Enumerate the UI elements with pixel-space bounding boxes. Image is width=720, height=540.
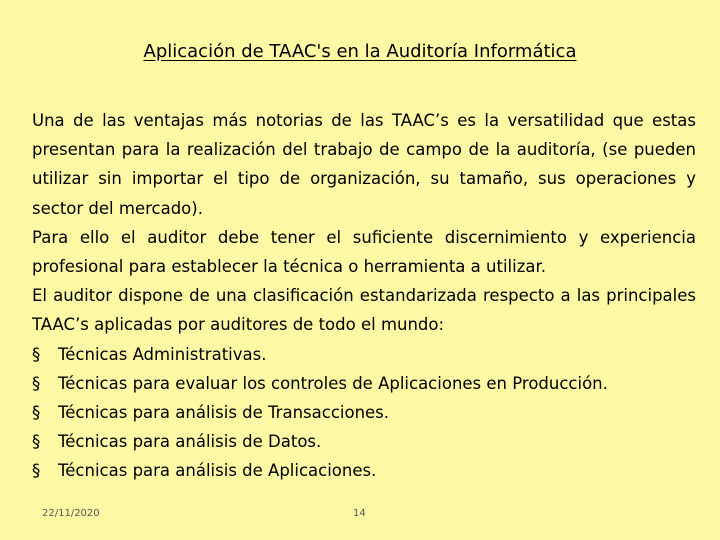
technique-list	[32, 340, 696, 486]
bullet-icon: §	[32, 373, 41, 393]
list-item-text: Técnicas Administrativas.	[58, 344, 267, 364]
paragraph-intro: Una de las ventajas más notorias de las TAAC’s es la versatilidad que estas presentan para la realización del trabajo de campo de la auditoría, (se pueden utilizar sin importar el tipo de organización, su tamaño, sus operaciones y sector del mercado).	[32, 111, 696, 218]
list-item	[32, 427, 696, 456]
paragraph-classification: El auditor dispone de una clasificación estandarizada respecto a las principales TAAC’s aplicadas por auditores de todo el mundo:	[32, 286, 696, 335]
bullet-icon: §	[32, 461, 41, 481]
bullet-icon: §	[32, 403, 41, 423]
list-item	[32, 369, 696, 398]
list-item	[32, 398, 696, 427]
list-item-text: Técnicas para análisis de Aplicaciones.	[58, 461, 377, 481]
slide-title	[0, 40, 720, 64]
list-item-text: Técnicas para análisis de Transacciones.	[58, 403, 390, 423]
slide-body	[32, 106, 696, 486]
footer-date: 22/11/2020	[42, 508, 100, 519]
bullet-icon: §	[32, 344, 41, 364]
bullet-icon: §	[32, 432, 41, 452]
page-number: 14	[353, 508, 366, 519]
list-item-text: Técnicas para análisis de Datos.	[58, 432, 322, 452]
list-item	[32, 456, 696, 485]
paragraph-auditor-judgment: Para ello el auditor debe tener el suficiente discernimiento y experiencia profesional para establecer la técnica o herramienta a utilizar.	[32, 227, 696, 277]
list-item-text: Técnicas para evaluar los controles de Aplicaciones en Producción.	[58, 373, 608, 393]
slide-title-text: Aplicación de TAAC's en la Auditoría Informática	[143, 41, 577, 62]
list-item	[32, 340, 696, 369]
